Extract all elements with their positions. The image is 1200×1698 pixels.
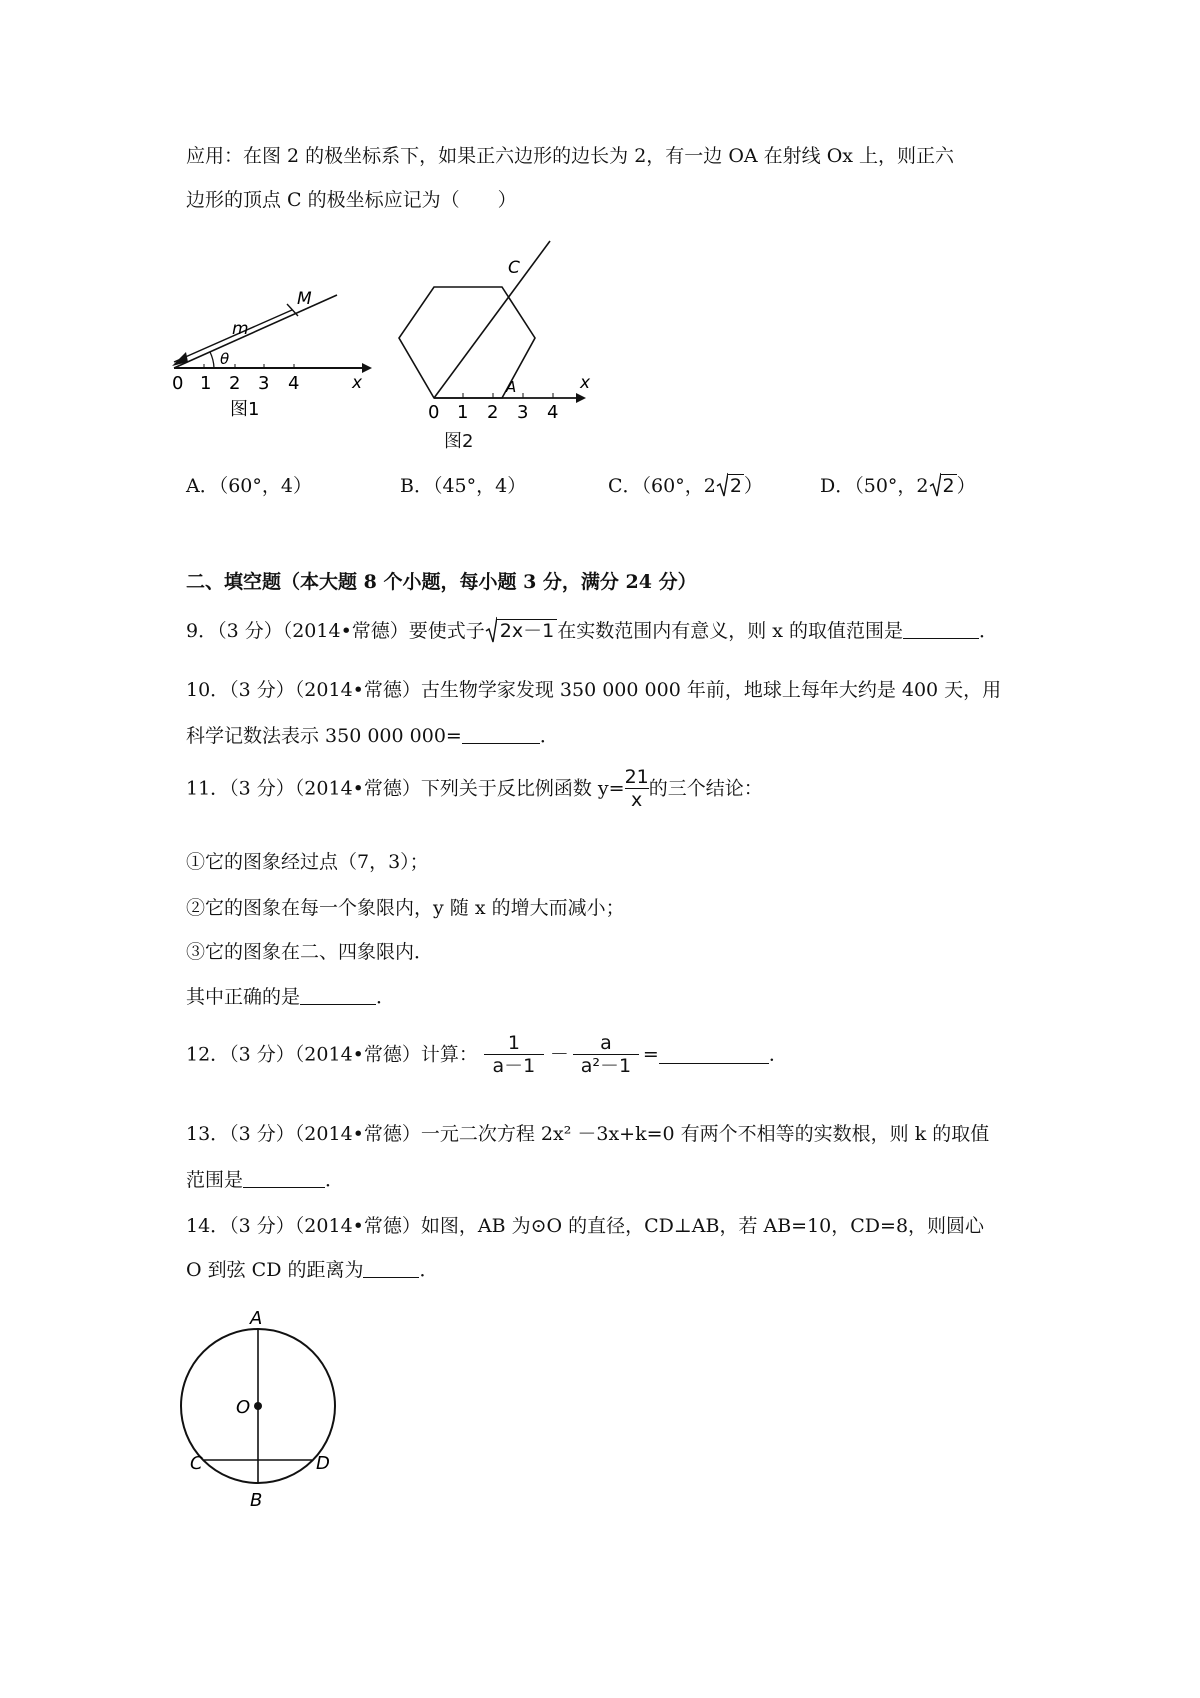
- question-9: [186, 616, 998, 645]
- fig2-tick-2: 2: [487, 402, 499, 423]
- q11-item-3: ③它的图象在二、四象限内．: [186, 941, 434, 963]
- q14-line-1: 14．（3 分）（2014•常德）如图，AB 为⊙O 的直径，CD⊥AB，若 AB=10，CD=8，则圆心: [186, 1215, 985, 1237]
- fig2-label-A: A: [506, 378, 517, 396]
- q11-ask: [186, 983, 395, 1011]
- sqrt-symbol: [716, 472, 744, 500]
- q14-line-2: [186, 1256, 438, 1284]
- option-c-prefix: C．（60°，2: [608, 475, 716, 497]
- figure-2-hexagon-diagram: [390, 228, 610, 428]
- q11-prefix: 11．（3 分）（2014•常德）下列关于反比例函数 y=: [186, 777, 625, 800]
- q13-line-2-prefix: 范围是: [186, 1169, 244, 1191]
- fig2-tick-0: 0: [428, 402, 440, 423]
- q9-answer-blank[interactable]: [903, 620, 979, 639]
- q14-line-2-prefix: O 到弦 CD 的距离为: [186, 1259, 364, 1281]
- q11-ask-prefix: 其中正确的是: [186, 986, 301, 1008]
- fig2-tick-3: 3: [517, 402, 529, 423]
- q10-end: ．: [539, 725, 559, 747]
- q12-f2-num: a: [600, 1032, 612, 1054]
- q11-item-1: ①它的图象经过点（7，3）；: [186, 851, 429, 873]
- q12-f1-num: 1: [507, 1032, 520, 1054]
- q12-prefix: 12．（3 分）（2014•常德）计算：: [186, 1043, 478, 1066]
- fig1-tick-1: 1: [200, 373, 212, 394]
- q13-line-2: [186, 1166, 344, 1194]
- q12-answer-blank[interactable]: [659, 1045, 769, 1064]
- q14-answer-blank[interactable]: [363, 1259, 419, 1278]
- fig3-label-D: D: [316, 1453, 330, 1474]
- q12-f1-den: a－1: [492, 1055, 536, 1077]
- q11-end: ．: [376, 986, 396, 1008]
- section-2-title: 二、填空题（本大题 8 个小题，每小题 3 分，满分 24 分）: [186, 571, 697, 593]
- q13-answer-blank[interactable]: [243, 1169, 325, 1188]
- fig1-label-m: m: [232, 319, 249, 339]
- figure-3-circle-diagram: [172, 1306, 362, 1516]
- q10-line-1: 10．（3 分）（2014•常德）古生物学家发现 350 000 000 年前，地球上每年大约是 400 天，用: [186, 679, 1002, 701]
- fig1-tick-0: 0: [172, 373, 184, 394]
- q11-frac-den: x: [631, 789, 643, 811]
- q12-end: ．: [768, 1043, 788, 1066]
- q9-suffix: 在实数范围内有意义，则 x 的取值范围是: [557, 620, 903, 642]
- intro-line-1: 应用：在图 2 的极坐标系下，如果正六边形的边长为 2，有一边 OA 在射线 Ox 上，则正六: [186, 145, 955, 167]
- q11-suffix: 的三个结论：: [648, 777, 763, 800]
- fig2-label-x: x: [580, 373, 591, 393]
- fig2-tick-4: 4: [547, 402, 559, 423]
- fig1-tick-3: 3: [258, 373, 270, 394]
- q10-line-2: [186, 722, 559, 750]
- fig2-tick-1: 1: [457, 402, 469, 423]
- q12-fraction-1: [484, 1032, 544, 1077]
- fig1-label-theta: θ: [220, 350, 230, 368]
- q11-item-2: ②它的图象在每一个象限内，y 随 x 的增大而减小；: [186, 897, 625, 919]
- fig1-label-x: x: [352, 373, 363, 393]
- q12-fraction-2: [573, 1032, 639, 1077]
- option-c: [608, 472, 763, 500]
- option-d-radicand: 2: [942, 475, 955, 497]
- fig3-label-O: O: [236, 1397, 251, 1418]
- fig3-label-C: C: [190, 1453, 203, 1474]
- q12-equals: =: [642, 1043, 659, 1066]
- q11-answer-blank[interactable]: [300, 986, 376, 1005]
- q12-minus: －: [549, 1043, 569, 1066]
- q9-prefix: 9．（3 分）（2014•常德）要使式子: [186, 620, 485, 642]
- fig1-caption: 图1: [230, 399, 260, 420]
- q10-line-2-prefix: 科学记数法表示 350 000 000=: [186, 725, 462, 747]
- option-b: B．（45°，4）: [400, 475, 527, 497]
- fig3-label-A: A: [250, 1308, 263, 1329]
- fig1-label-M: M: [297, 289, 312, 309]
- q11-fraction: [625, 766, 649, 811]
- sqrt-symbol: [929, 472, 957, 500]
- option-d-suffix: ）: [956, 475, 976, 497]
- q9-end: ．: [979, 620, 999, 642]
- q9-radicand: 2x－1: [497, 619, 557, 642]
- fig1-tick-2: 2: [229, 373, 241, 394]
- intro-line-2: 边形的顶点 C 的极坐标应记为（ ）: [186, 189, 517, 211]
- q12-f2-den: a²－1: [580, 1055, 632, 1077]
- q13-line-1: 13．（3 分）（2014•常德）一元二次方程 2x² －3x+k=0 有两个不相等的实数根，则 k 的取值: [186, 1123, 990, 1145]
- option-c-suffix: ）: [743, 475, 763, 497]
- q10-answer-blank[interactable]: [462, 725, 540, 744]
- sqrt-symbol: [485, 616, 557, 645]
- q14-end: ．: [419, 1259, 439, 1281]
- option-a: A．（60°，4）: [186, 475, 312, 497]
- fig2-caption-text: 图2: [444, 431, 474, 452]
- option-d: [820, 472, 976, 500]
- fig3-label-B: B: [250, 1490, 263, 1511]
- option-c-radicand: 2: [729, 475, 742, 497]
- option-d-prefix: D．（50°，2: [820, 475, 929, 497]
- q13-end: ．: [325, 1169, 345, 1191]
- fig1-tick-4: 4: [288, 373, 300, 394]
- figure-1-polar-diagram: [172, 278, 402, 428]
- question-12: [186, 1032, 788, 1092]
- q11-frac-num: 21: [624, 766, 649, 788]
- question-11: [186, 766, 763, 822]
- fig2-label-C: C: [508, 258, 520, 278]
